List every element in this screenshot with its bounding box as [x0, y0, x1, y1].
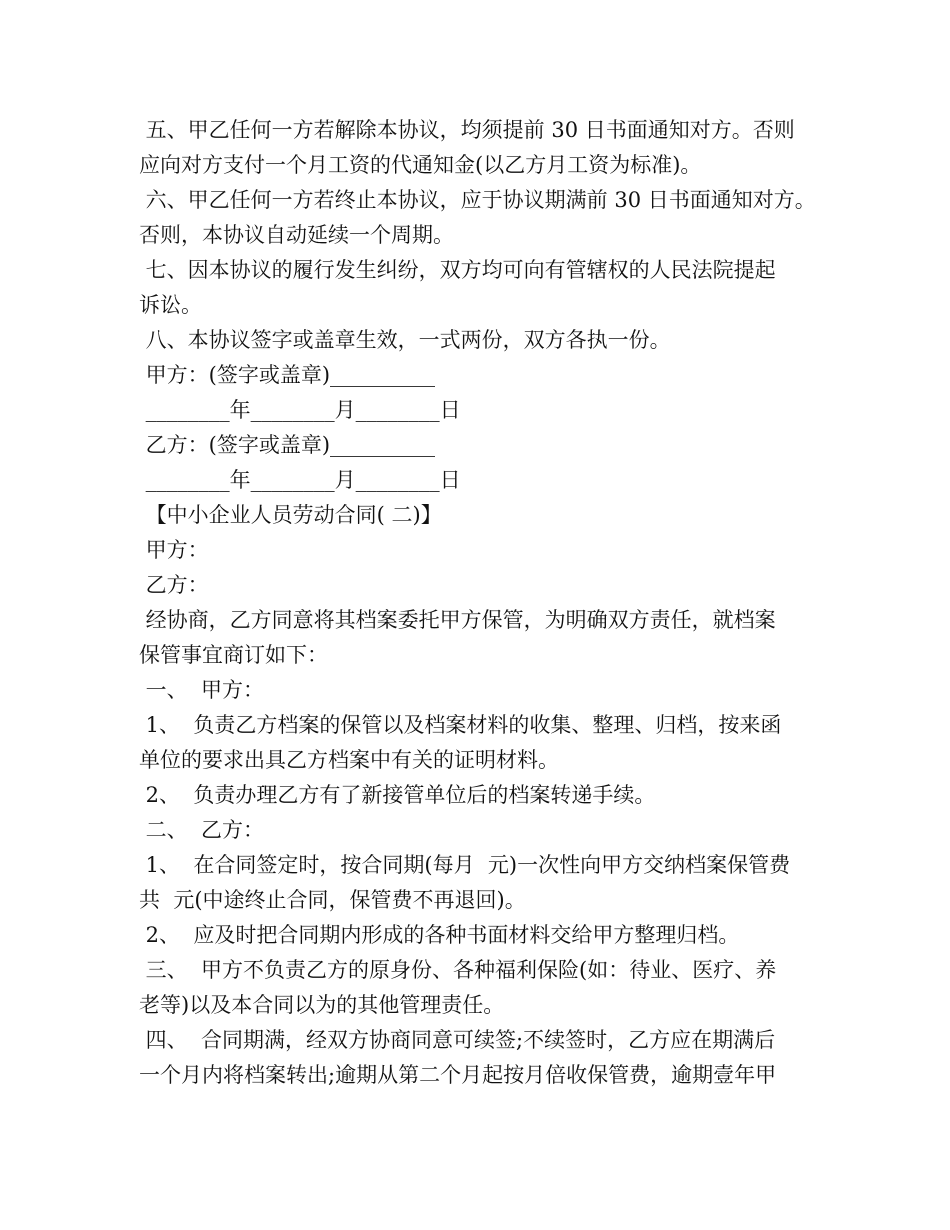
text-line: 经协商，乙方同意将其档案委托甲方保管，为明确双方责任，就档案 [139, 608, 776, 632]
signature-line-party-b: 乙方：(签字或盖章)__________ [139, 433, 436, 457]
signature-line-party-a: 甲方：(签字或盖章)__________ [139, 363, 436, 387]
section-heading: 【中小企业人员劳动合同( 二)】 [139, 503, 442, 527]
party-a-label: 甲方： [139, 538, 209, 562]
text-line: 五、甲乙任何一方若解除本协议，均须提前 30 日书面通知对方。否则 [139, 118, 795, 142]
text-line: 诉讼。 [139, 293, 202, 317]
document-body [139, 113, 829, 1093]
text-line: 一个月内将档案转出;逾期从第二个月起按月倍收保管费，逾期壹年甲 [139, 1063, 777, 1087]
text-line: 2、 应及时把合同期内形成的各种书面材料交给甲方整理归档。 [139, 923, 740, 947]
clause-heading: 二、 乙方： [139, 818, 265, 842]
text-line: 2、 负责办理乙方有了新接管单位后的档案转递手续。 [139, 783, 656, 807]
clause-heading: 一、 甲方： [139, 678, 265, 702]
text-line: 四、 合同期满，经双方协商同意可续签;不续签时，乙方应在期满后 [139, 1028, 776, 1052]
date-line-party-b: ________年________月________日 [139, 468, 461, 492]
text-line: 共 元(中途终止合同，保管费不再退回)。 [139, 888, 526, 912]
text-line: 老等)以及本合同以为的其他管理责任。 [139, 993, 505, 1017]
text-line: 1、 在合同签定时，按合同期(每月 元)一次性向甲方交纳档案保管费 [139, 853, 791, 877]
text-line: 应向对方支付一个月工资的代通知金(以乙方月工资为标准)。 [139, 153, 702, 177]
date-line-party-a: ________年________月________日 [139, 398, 461, 422]
party-b-label: 乙方： [139, 573, 209, 597]
text-line: 1、 负责乙方档案的保管以及档案材料的收集、整理、归档，按来函 [139, 713, 782, 737]
text-line: 八、本协议签字或盖章生效，一式两份，双方各执一份。 [139, 328, 671, 352]
text-line: 七、因本协议的履行发生纠纷，双方均可向有管辖权的人民法院提起 [139, 258, 776, 282]
text-line: 保管事宜商订如下： [139, 643, 328, 667]
text-line: 三、 甲方不负责乙方的原身份、各种福利保险(如：待业、医疗、养 [139, 958, 777, 982]
text-line: 六、甲乙任何一方若终止本协议，应于协议期满前 30 日书面通知对方。 [139, 188, 816, 212]
text-line: 单位的要求出具乙方档案中有关的证明材料。 [139, 748, 559, 772]
text-line: 否则，本协议自动延续一个周期。 [139, 223, 454, 247]
